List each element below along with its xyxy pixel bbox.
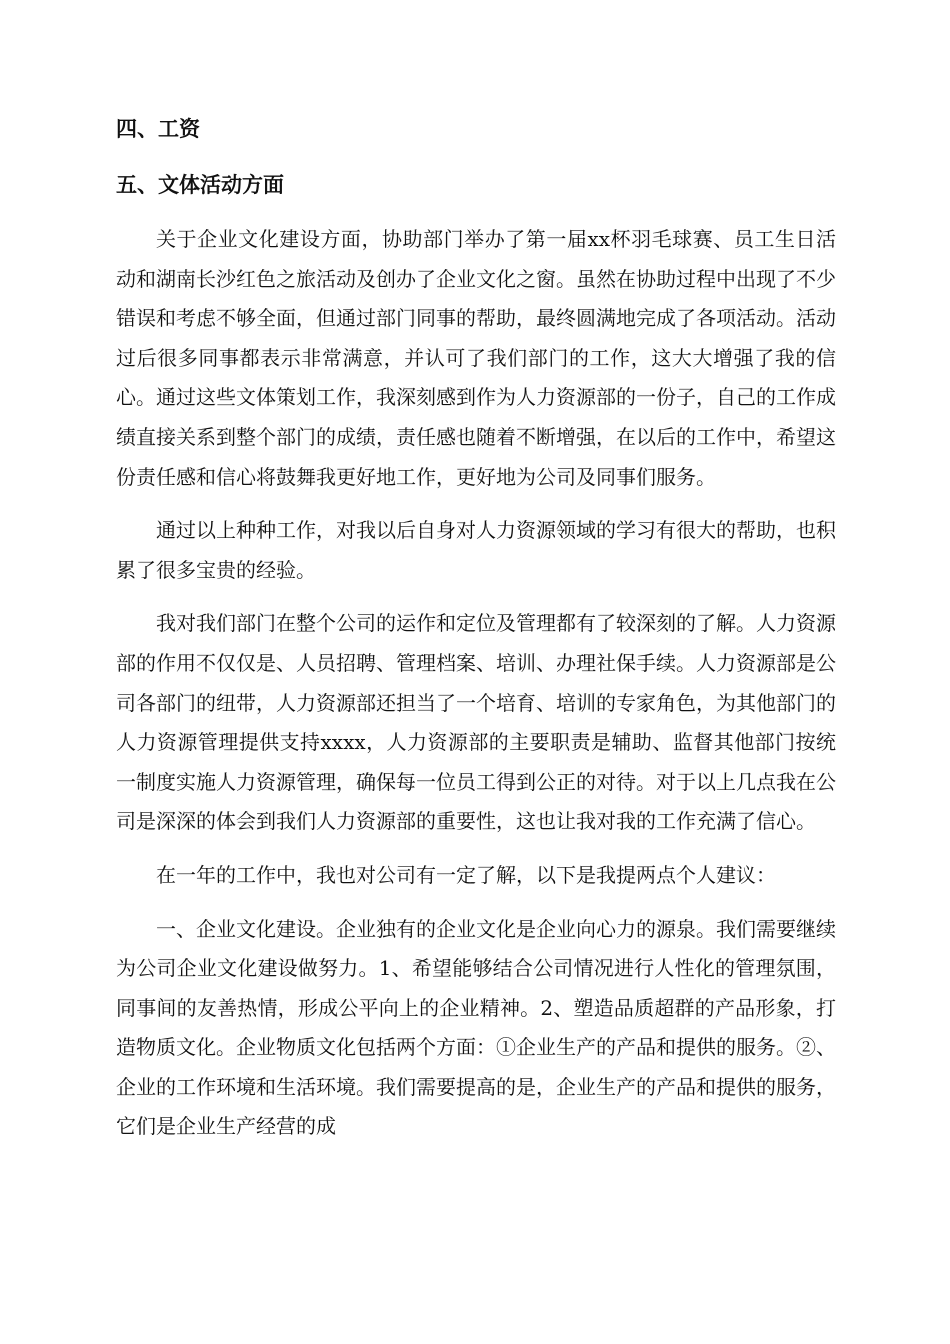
document-body	[116, 108, 836, 1161]
paragraph-suggestions-intro: 在一年的工作中，我也对公司有一定了解，以下是我提两点个人建议：	[156, 862, 776, 887]
section-heading-salary: 四、工资	[116, 117, 200, 141]
paragraph-suggestion-culture: 一、企业文化建设。企业独有的企业文化是企业向心力的源泉。我们需要继续为公司企业文化建设做努力。1、希望能够结合公司情况进行人性化的管理氛围，同事间的友善热情，形成公平向上的企业精神。2、塑造品质超群的产品形象，打造物质文化。企业物质文化包括两个方面：①企业生产的产品和提供的服务。②、企业的工作环境和生活环境。我们需要提高的是，企业生产的产品和提供的服务，它们是企业生产经营的成	[116, 916, 836, 1139]
section-heading-activities: 五、文体活动方面	[116, 173, 284, 197]
paragraph-hr-role: 我对我们部门在整个公司的运作和定位及管理都有了较深刻的了解。人力资源部的作用不仅仅是、人员招聘、管理档案、培训、办理社保手续。人力资源部是公司各部门的纽带，人力资源部还担当了一个培育、培训的专家角色，为其他部门的人力资源管理提供支持xxxx，人力资源部的主要职责是辅助、监督其他部门按统一制度实施人力资源管理，确保每一位员工得到公正的对待。对于以上几点我在公司是深深的体会到我们人力资源部的重要性，这也让我对我的工作充满了信心。	[116, 611, 836, 834]
paragraph-culture-activities: 关于企业文化建设方面，协助部门举办了第一届xx杯羽毛球赛、员工生日活动和湖南长沙红色之旅活动及创办了企业文化之窗。虽然在协助过程中出现了不少错误和考虑不够全面，但通过部门同事的帮助，最终圆满地完成了各项活动。活动过后很多同事都表示非常满意，并认可了我们部门的工作，这大大增强了我的信心。通过这些文体策划工作，我深刻感到作为人力资源部的一份子，自己的工作成绩直接关系到整个部门的成绩，责任感也随着不断增强，在以后的工作中，希望这份责任感和信心将鼓舞我更好地工作，更好地为公司及同事们服务。	[116, 227, 836, 489]
paragraph-experience: 通过以上种种工作，对我以后自身对人力资源领域的学习有很大的帮助，也积累了很多宝贵的经验。	[116, 518, 836, 582]
